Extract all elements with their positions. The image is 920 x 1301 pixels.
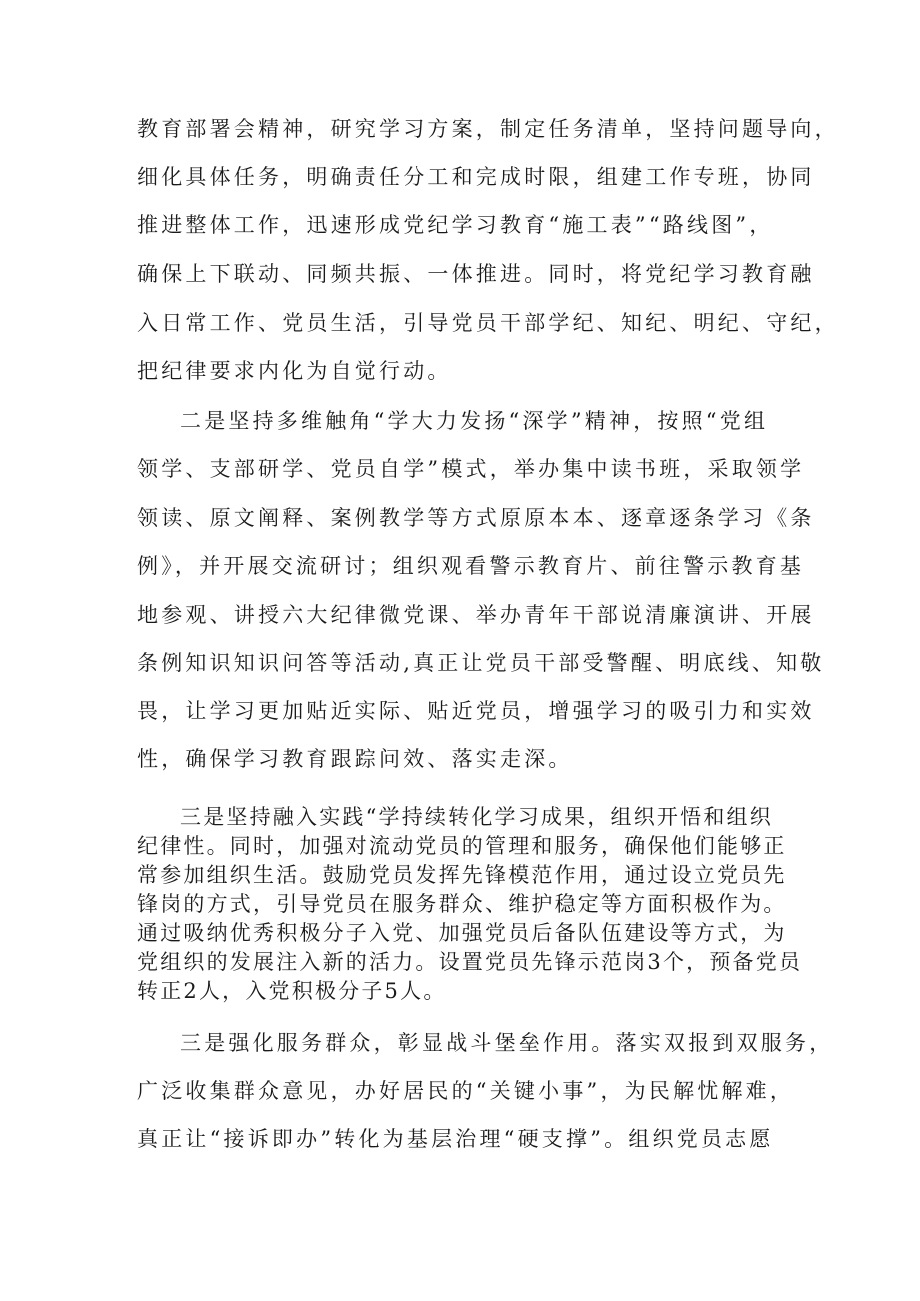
text-line: 教育部署会精神，研究学习方案，制定任务清单，坚持问题导向， [137,117,839,141]
text-line: 畏，让学习更加贴近实际、贴近党员，增强学习的吸引力和实效 [137,699,815,723]
text-line: 真正让“接诉即办”转化为基层治理“硬支撑”。组织党员志愿 [137,1127,774,1151]
text-line: 确保上下联动、同频共振、一体推进。同时，将党纪学习教育融 [137,262,815,286]
text-line: 入日常工作、党员生活，引导党员干部学纪、知纪、明纪、守纪， [137,311,839,335]
text-line: 常参加组织生活。鼓励党员发挥先锋模范作用，通过设立党员先 [137,863,787,887]
text-line: 条例知识知识问答等活动,真正让党员干部受警醒、明底线、知敬 [137,651,825,675]
text-line: 纪律性。同时，加强对流动党员的管理和服务，确保他们能够正 [137,834,787,858]
text-line: 三是强化服务群众，彰显战斗堡垒作用。落实双报到双服务， [180,1031,834,1055]
text-line: 领学、支部研学、党员自学”模式，举办集中读书班，采取领学 [137,457,805,481]
text-line: 锋岗的方式，引导党员在服务群众、维护稳定等方面积极作为。 [137,892,787,916]
text-line: 党组织的发展注入新的活力。设置党员先锋示范岗3个，预备党员 [137,950,803,974]
text-line: 推进整体工作，迅速形成党纪学习教育“施工表”“路线图”， [137,213,774,237]
text-line: 广泛收集群众意见，办好居民的“关键小事”，为民解忧解难， [137,1079,795,1103]
text-line: 二是坚持多维触角“学大力发扬“深学”精神，按照“党组 [180,409,769,433]
text-line: 细化具体任务，明确责任分工和完成时限，组建工作专班，协同 [137,165,815,189]
text-line: 例》，并开展交流研讨；组织观看警示教育片、前往警示教育基 [137,554,805,578]
text-line: 转正2人，入党积极分子5人。 [137,979,447,1003]
text-line: 三是坚持融入实践“学持续转化学习成果，组织开悟和组织 [180,805,773,829]
text-line: 地参观、讲授六大纪律微党课、举办青年干部说清廉演讲、开展 [137,603,815,627]
text-line: 通过吸纳优秀积极分子入党、加强党员后备队伍建设等方式，为 [137,921,787,945]
text-line: 把纪律要求内化为自觉行动。 [137,359,452,383]
text-line: 性，确保学习教育跟踪问效、落实走深。 [137,747,573,771]
text-line: 领读、原文阐释、案例教学等方式原原本本、逐章逐条学习《条 [137,506,815,530]
